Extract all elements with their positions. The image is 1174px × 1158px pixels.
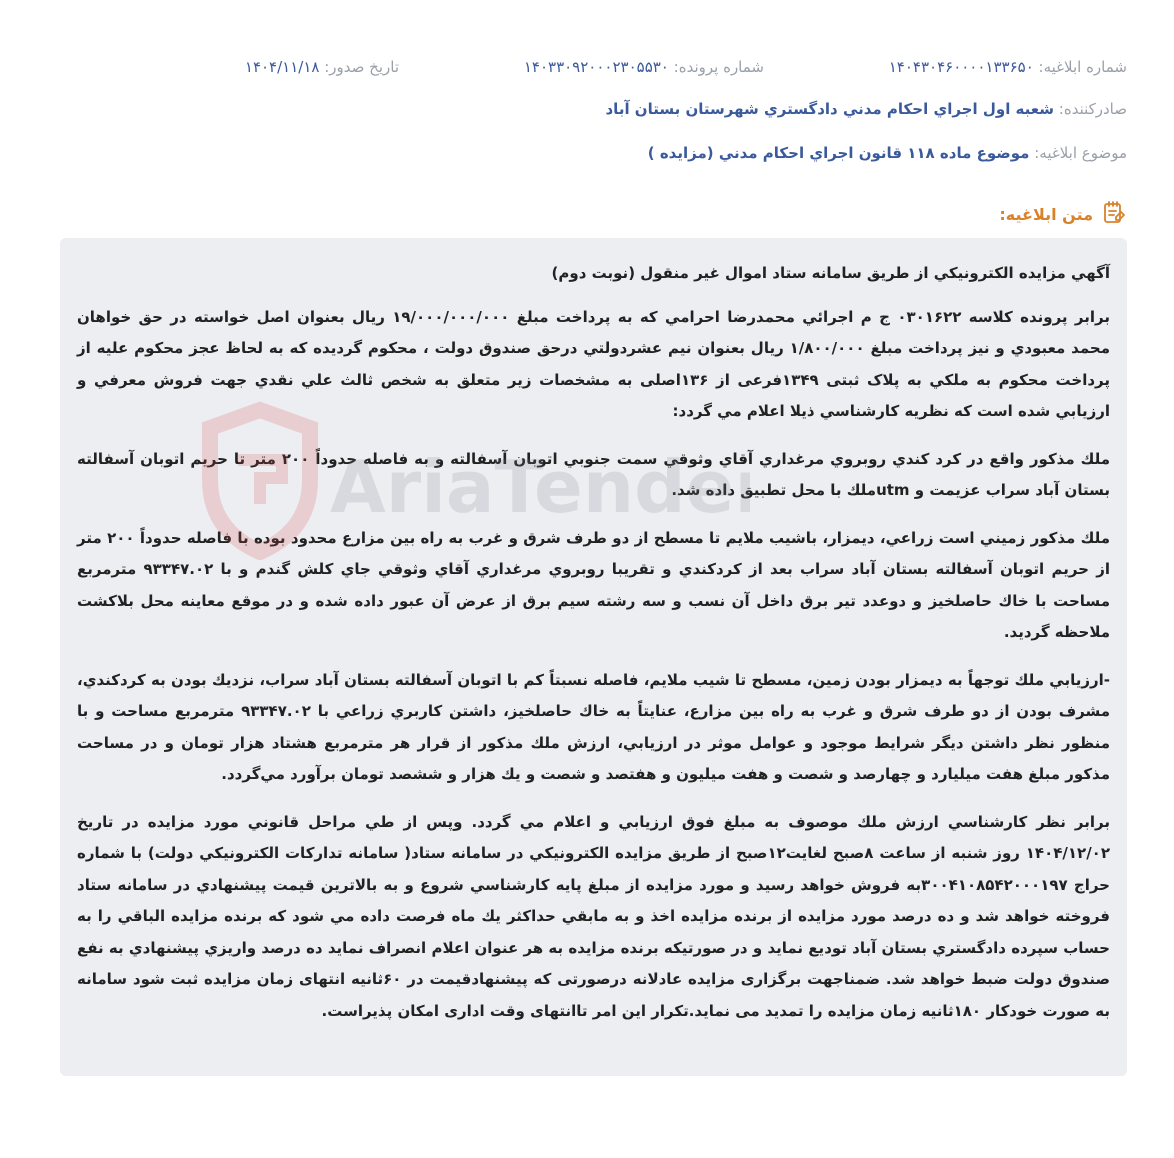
notice-paragraph: -ارزيابي ملك توجهاً به ديمزار بودن زمين، مسطح تا شيب ملايم، فاصله نسبتاً كم با اتوبان آسفالته بستان آباد سراب، نزديك بودن به كردكندي، مشرف بودن از دو طرف شرق و غرب به راه بين مزارع، عنايتاً به خاك حاصلخيز، داشتن كاربري زراعي با ۹۳۳۴۷.۰۲ مترمربع مساحت و با منظور نظر داشتن ديگر شرايط موجود و عوامل موثر در ارزيابي، ارزش ملك مذكور از قرار هر مترمربع هشتاد هزار تومان و در مساحت مذكور مبلغ هفت ميليارد و چهارصد و شصت و هفت ميليون و هفتصد و شصت و يك هزار و ششصد تومان برآورد مي‌گردد. xyxy=(77,670,1110,783)
case-number-value: ۱۴۰۳۳۰۹۲۰۰۰۲۳۰۵۵۳۰ xyxy=(523,58,669,76)
issue-date-value: ۱۴۰۴/۱۱/۱۸ xyxy=(244,58,320,76)
subject-line xyxy=(648,144,1127,162)
notice-number-label: شماره ابلاغیه: xyxy=(1038,58,1127,76)
notice-section-title: متن ابلاغیه: xyxy=(999,204,1093,224)
issue-date-label: تاریخ صدور: xyxy=(324,58,399,76)
notice-paragraph: برابر نظر كارشناسي ارزش ملك موصوف به مبلغ فوق ارزيابي و اعلام مي گردد. وپس از طي مراحل قانوني مورد مزايده در تاريخ ۱۴۰۴/۱۲/۰۲ روز شنبه از ساعت ۸صبح لغايت۱۲صبح از طريق مزايده الكترونيكي در سامانه ستاد( سامانه تداركات الكترونيكي دولت) با شماره حراج ۳۰۰۴۱۰۸۵۴۲۰۰۰۱۹۷به فروش خواهد رسيد و مورد مزايده از مبلغ پايه كارشناسي شروع و به بالاترين قيمت پيشنهادي در سامانه ستاد فروخته خواهد شد و ده درصد مورد مزايده از برنده مزايده اخذ و به مابقي حداكثر يك ماه فرصت داده مي شود كه برنده مزايده الباقي را به حساب سپرده دادگستري بستان آباد توديع نمايد و در صورتيكه برنده مزايده به هر عنوان اعلام انصراف نمايد ده درصد واريزي پيشنهادي به نفع صندوق دولت ضبط خواهد شد. ضمناجهت برگزاری مزایده عادلانه درصورتی که پیشنهادقیمت در ۶۰ثانیه انتهای زمان مزایده ثبت شود سامانه به صورت خودکار ۱۸۰ثانیه زمان مزایده را تمدید می نماید.تکرار این امر تاانتهای وقت اداری امکان پذیراست. xyxy=(77,812,1111,1020)
notice-heading: آگهي مزايده الكترونيكي از طريق سامانه ستاد اموال غير منقول (نوبت دوم) xyxy=(551,264,1110,282)
case-number-label: شماره پرونده: xyxy=(673,58,764,76)
subject-value: موضوع ماده ۱۱۸ قانون اجراي احكام مدني (مزايده ) xyxy=(647,144,1030,162)
notice-paragraph: برابر پرونده كلاسه ۰۳۰۱۶۲۲ ج م اجرائي محمدرضا احرامي كه به پرداخت مبلغ ۱۹/۰۰۰/۰۰۰/۰۰۰ ريال بعنوان اصل خواسته در حق خواهان محمد معبودي و نيز پرداخت مبلغ ۱/۸۰۰/۰۰۰ ريال بعنوان نيم عشردولتي درحق صندوق دولت ، محكوم گرديده كه به لحاظ عجز محكوم عليه از پرداخت محكوم به ملكي به پلاک ثبتی ۱۳۴۹فرعی از ۱۳۶اصلی به مشخصات زير متعلق به شخص ثالث علي نقدي جهت فروش معرفي و ارزيابي شده است كه نظريه كارشناسي ذيلا اعلام مي گردد: xyxy=(77,307,1111,420)
notice-number-value: ۱۴۰۴۳۰۴۶۰۰۰۰۱۳۳۶۵۰ xyxy=(888,58,1034,76)
subject-label: موضوع ابلاغیه: xyxy=(1034,144,1127,162)
issue-date xyxy=(245,58,399,76)
issuer-label: صادرکننده: xyxy=(1058,100,1127,118)
issuer-line xyxy=(605,100,1127,118)
notice-number xyxy=(889,58,1127,76)
notice-paragraph: ملك مذكور واقع در كرد كندي روبروي مرغداري آقاي وثوقي سمت جنوبي اتوبان آسفالته و به فاصله حدوداً ۲۰۰ متر تا حريم اتوبان آسفالته بستان آباد سراب عزيمت و utmملك با محل تطبيق داده شد. xyxy=(77,449,1110,499)
notice-meta-row xyxy=(0,58,1174,80)
case-number xyxy=(524,58,764,76)
notice-section-header xyxy=(999,200,1127,228)
notice-paragraph: ملك مذكور زميني است زراعي، ديمزار، باشيب ملايم تا مسطح از دو طرف شرق و غرب به راه بين مزارع محدود بوده با فاصله حدوداً ۲۰۰ متر از حريم اتوبان آسفالته بستان آباد سراب بعد از كردكندي و تقريبا روبروي مرغداري آقاي وثوقي جاي كلش گندم و با ۹۳۳۴۷.۰۲ مترمربع مساحت با خاك حاصلخيز و دوعدد تير برق داخل آن نسب و سه رشته سيم برق از عرض آن عبور داده شده و در موقع معاينه محل بلاكشت ملاحظه گرديد. xyxy=(77,528,1110,641)
document-edit-icon xyxy=(1101,199,1127,229)
notice-body-panel xyxy=(60,238,1127,1076)
issuer-value: شعبه اول اجراي احكام مدني دادگستري شهرستان بستان آباد xyxy=(605,100,1054,118)
